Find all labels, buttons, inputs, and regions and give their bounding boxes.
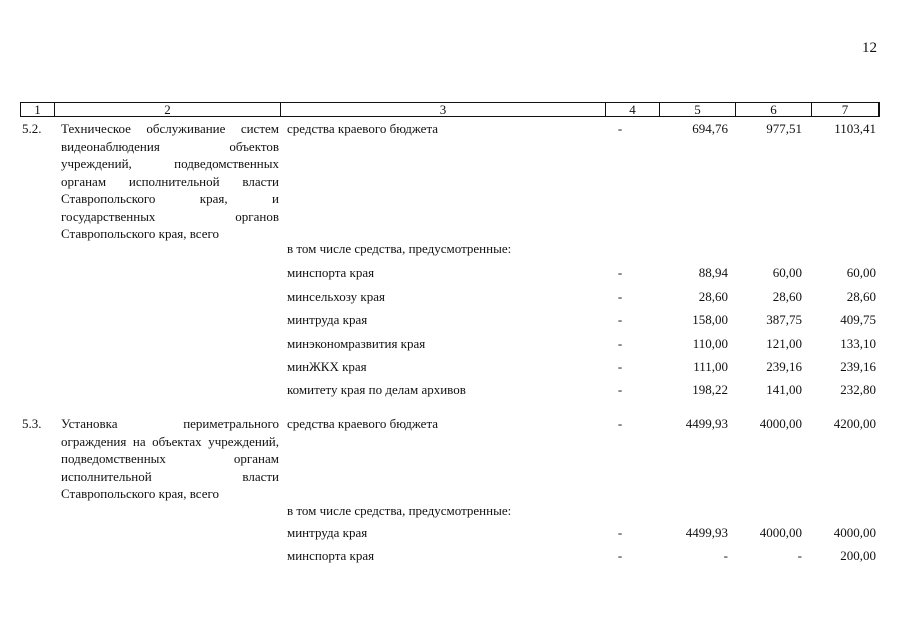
source-label: минэкономразвития края <box>287 336 426 351</box>
source-label: минтруда края <box>287 312 368 327</box>
col6-value: 141,00 <box>766 382 802 397</box>
col6-value: 28,60 <box>772 289 802 304</box>
col4-value: - <box>617 289 623 304</box>
col6-value: 121,00 <box>766 336 802 351</box>
section-name: Техническое обслуживание систем видеонаблюдения объектов учреждений, подведомственных органам исполнительной власти Ставропольского края, и государственных органов Ставропольского края, всего <box>61 121 279 241</box>
col6-value: 4000,00 <box>759 416 802 431</box>
header-col-4: 4 <box>606 103 660 116</box>
section-name: Установка периметрального ограждения на объектах учреждений, подведомственных органам исполнительной власти Ставропольского края, всего <box>61 416 279 501</box>
subheader-label: в том числе средства, предусмотренные: <box>287 241 512 256</box>
col7-value: 232,80 <box>840 382 876 397</box>
col6-value: 4000,00 <box>759 525 802 540</box>
col7-value: 239,16 <box>840 359 876 374</box>
col5-value: 198,22 <box>692 382 728 397</box>
col4-value: - <box>617 382 623 397</box>
source-label: средства краевого бюджета <box>287 416 439 431</box>
source-label: минспорта края <box>287 265 375 280</box>
col6-value: 387,75 <box>766 312 802 327</box>
col7-value: 60,00 <box>846 265 876 280</box>
col5-value: 4499,93 <box>685 416 728 431</box>
section-number: 5.2. <box>22 121 42 136</box>
col7-value: 4200,00 <box>833 416 876 431</box>
subheader-label: в том числе средства, предусмотренные: <box>287 503 512 518</box>
col5-value: 88,94 <box>698 265 728 280</box>
header-col-2: 2 <box>55 103 281 116</box>
source-label: минЖКХ края <box>287 359 367 374</box>
source-label: минтруда края <box>287 525 368 540</box>
source-label: минсельхозу края <box>287 289 385 304</box>
col6-value: 977,51 <box>766 121 802 136</box>
table-header <box>20 102 880 117</box>
section-number: 5.3. <box>22 416 42 431</box>
col7-value: 133,10 <box>840 336 876 351</box>
header-col-6: 6 <box>736 103 812 116</box>
source-label: комитету края по делам архивов <box>287 382 466 397</box>
header-col-7: 7 <box>812 103 879 116</box>
col7-value: 409,75 <box>840 312 876 327</box>
col4-value: - <box>617 336 623 351</box>
page-number: 12 <box>862 40 877 56</box>
col7-value: 4000,00 <box>833 525 876 540</box>
col5-value: 694,76 <box>692 121 728 136</box>
col5-value: 111,00 <box>693 359 728 374</box>
col6-value: - <box>797 548 802 563</box>
col4-value: - <box>617 265 623 280</box>
header-col-1: 1 <box>21 103 55 116</box>
col5-value: 158,00 <box>692 312 728 327</box>
header-col-5: 5 <box>660 103 736 116</box>
col4-value: - <box>617 548 623 563</box>
col5-value: 110,00 <box>692 336 728 351</box>
col4-value: - <box>617 121 623 136</box>
col4-value: - <box>617 359 623 374</box>
source-label: средства краевого бюджета <box>287 121 439 136</box>
col4-value: - <box>617 312 623 327</box>
col5-value: 28,60 <box>698 289 728 304</box>
col4-value: - <box>617 416 623 431</box>
col6-value: 60,00 <box>772 265 802 280</box>
header-col-3: 3 <box>281 103 606 116</box>
col7-value: 1103,41 <box>834 121 876 136</box>
source-label: минспорта края <box>287 548 375 563</box>
col6-value: 239,16 <box>766 359 802 374</box>
col5-value: 4499,93 <box>685 525 728 540</box>
col5-value: - <box>723 548 728 563</box>
col4-value: - <box>617 525 623 540</box>
col7-value: 28,60 <box>846 289 876 304</box>
col7-value: 200,00 <box>840 548 876 563</box>
